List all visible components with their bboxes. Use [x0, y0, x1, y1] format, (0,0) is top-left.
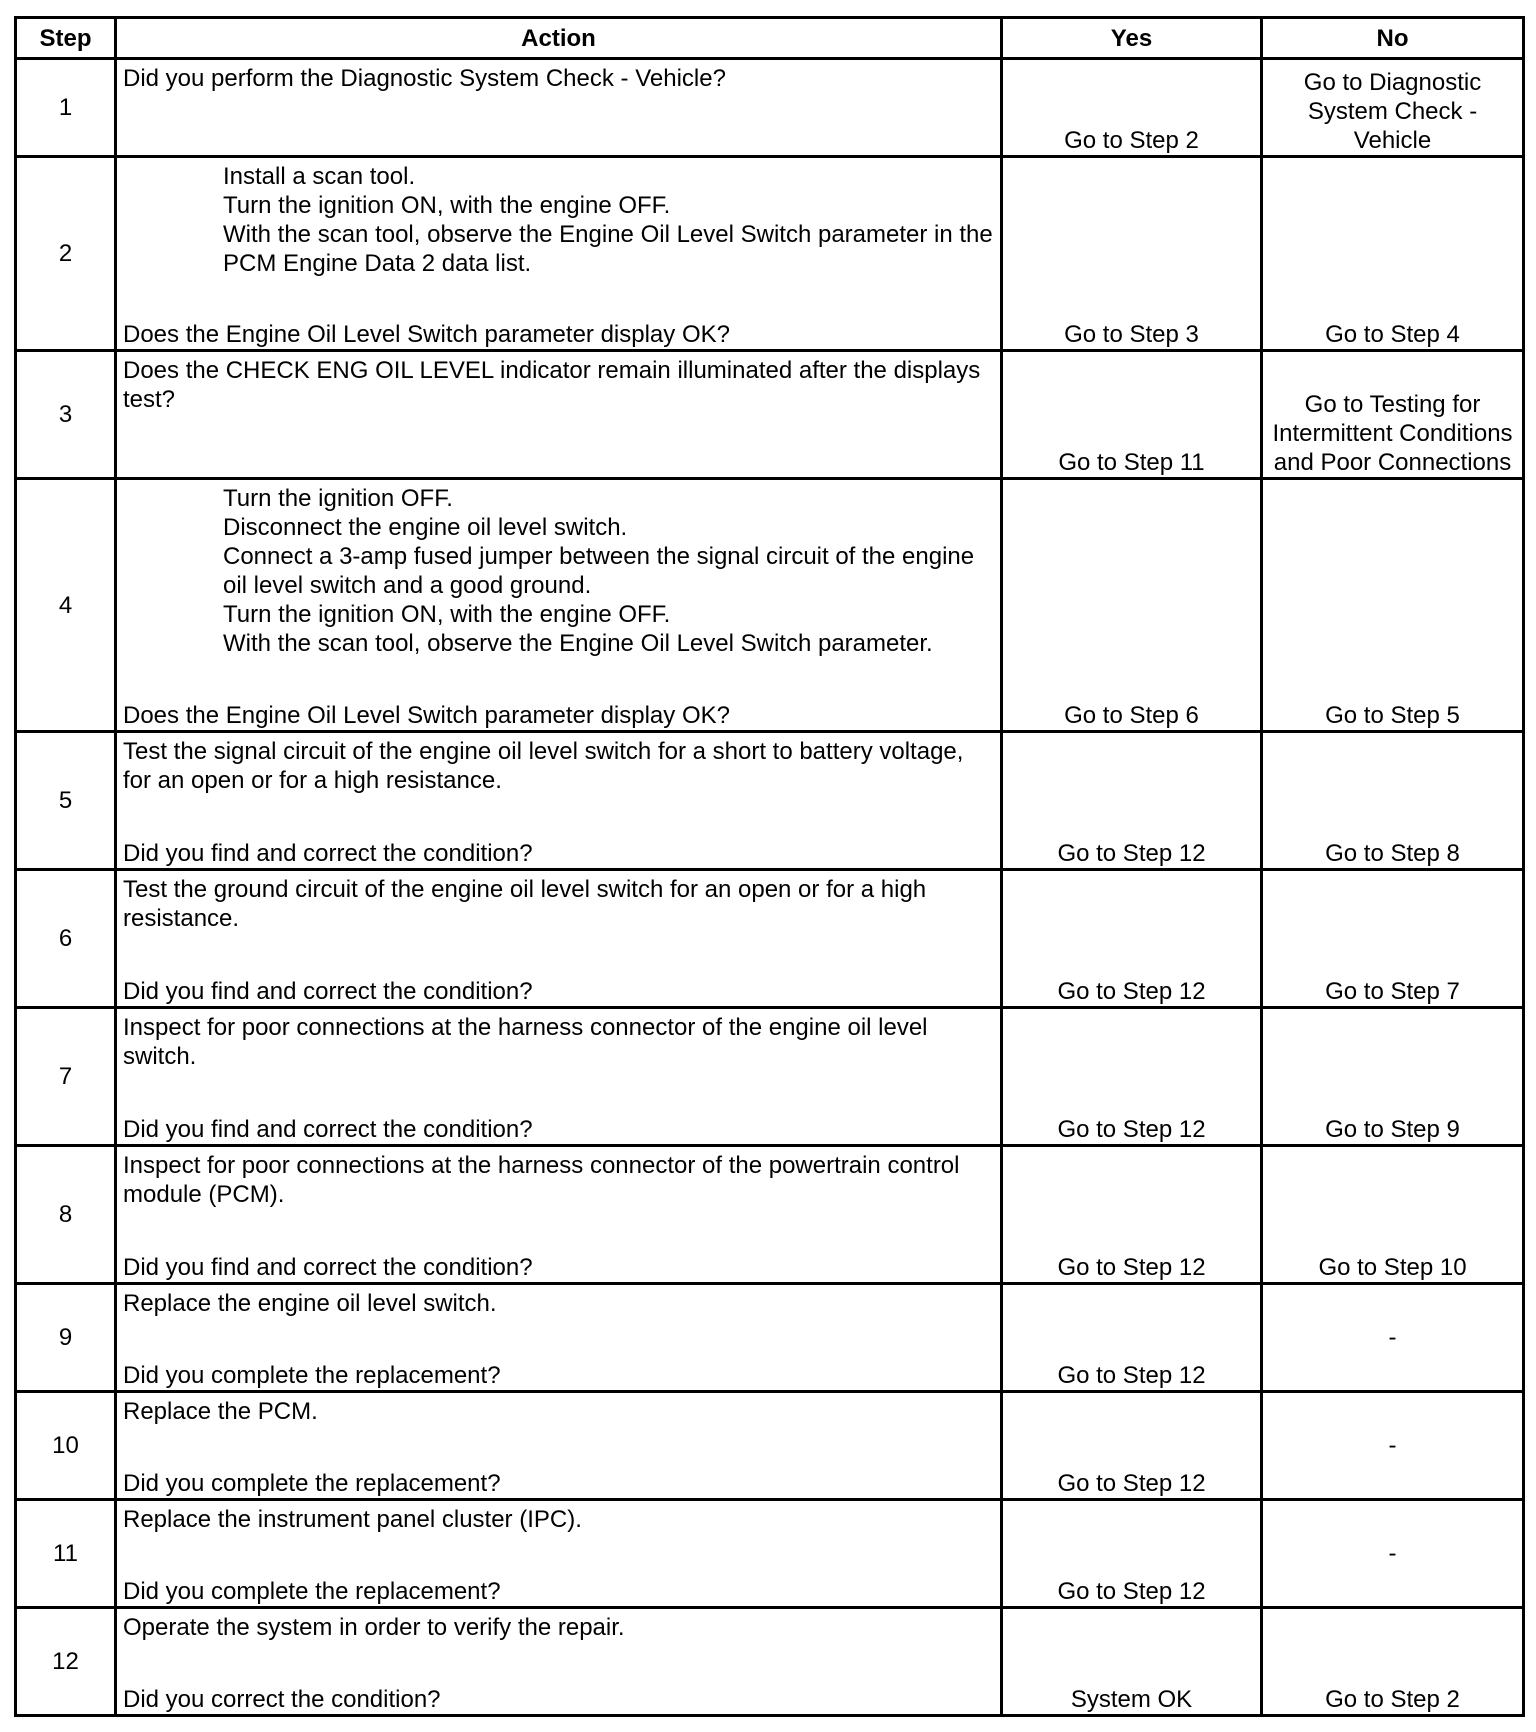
action-steps-list [123, 484, 994, 658]
action-question: Did you complete the replacement? [123, 1578, 501, 1605]
yes-result: Go to Step 12 [1002, 1284, 1262, 1392]
table-row [16, 1500, 1524, 1608]
no-result: Go to Step 5 [1262, 479, 1524, 732]
step-number: 8 [16, 1146, 116, 1284]
step-number: 4 [16, 479, 116, 732]
action-question: Did you correct the condition? [123, 1686, 441, 1713]
yes-result: Go to Step 3 [1002, 157, 1262, 351]
action-cell [116, 157, 1002, 351]
no-result: Go to Step 4 [1262, 157, 1524, 351]
action-question: Did you find and correct the condition? [123, 978, 533, 1005]
action-step-item: Turn the ignition OFF. [223, 485, 453, 512]
table-row [16, 1392, 1524, 1500]
header-yes: Yes [1002, 18, 1262, 59]
action-cell [116, 1284, 1002, 1392]
table-row [16, 1608, 1524, 1716]
table-row [16, 157, 1524, 351]
action-step-item: Turn the ignition ON, with the engine OFF. [223, 192, 671, 219]
action-cell [116, 351, 1002, 479]
action-step-item: Turn the ignition ON, with the engine OFF. [223, 601, 671, 628]
action-text: Replace the PCM. [123, 1398, 318, 1425]
no-result: Go to Step 8 [1262, 732, 1524, 870]
table-row [16, 59, 1524, 157]
action-cell [116, 1500, 1002, 1608]
action-cell [116, 1392, 1002, 1500]
no-result: - [1262, 1392, 1524, 1500]
action-cell [116, 870, 1002, 1008]
no-result: Go to Step 9 [1262, 1008, 1524, 1146]
yes-result: Go to Step 12 [1002, 732, 1262, 870]
action-cell [116, 1008, 1002, 1146]
step-number: 5 [16, 732, 116, 870]
action-text: Inspect for poor connections at the harness connector of the powertrain control module (PCM). [123, 1152, 960, 1208]
action-question: Did you find and correct the condition? [123, 1116, 533, 1143]
step-number: 3 [16, 351, 116, 479]
step-number: 12 [16, 1608, 116, 1716]
no-result: Go to Step 7 [1262, 870, 1524, 1008]
action-cell [116, 1608, 1002, 1716]
action-text: Replace the instrument panel cluster (IPC). [123, 1506, 582, 1533]
no-result: - [1262, 1284, 1524, 1392]
action-cell [116, 59, 1002, 157]
table-row [16, 351, 1524, 479]
yes-result: Go to Step 11 [1002, 351, 1262, 479]
action-question: Did you find and correct the condition? [123, 1254, 533, 1281]
step-number: 1 [16, 59, 116, 157]
action-step-item: Install a scan tool. [223, 163, 416, 190]
action-text: Inspect for poor connections at the harness connector of the engine oil level switch. [123, 1014, 928, 1070]
table-body [16, 59, 1524, 1716]
action-question: Does the Engine Oil Level Switch parameter display OK? [123, 702, 730, 729]
yes-result: System OK [1002, 1608, 1262, 1716]
header-step: Step [16, 18, 116, 59]
yes-result: Go to Step 12 [1002, 870, 1262, 1008]
action-text: Does the CHECK ENG OIL LEVEL indicator remain illuminated after the displays test? [123, 357, 981, 413]
action-cell [116, 1146, 1002, 1284]
action-question: Did you find and correct the condition? [123, 840, 533, 867]
action-question: Did you complete the replacement? [123, 1362, 501, 1389]
table-row [16, 479, 1524, 732]
yes-result: Go to Step 12 [1002, 1008, 1262, 1146]
action-step-item: With the scan tool, observe the Engine Oil Level Switch parameter in the PCM Engine Data 2 data list. [223, 221, 993, 277]
yes-result: Go to Step 12 [1002, 1146, 1262, 1284]
no-result: Go to Step 2 [1262, 1608, 1524, 1716]
diagnostic-table [14, 16, 1525, 1717]
action-text: Test the ground circuit of the engine oil level switch for an open or for a high resistance. [123, 876, 927, 932]
step-number: 10 [16, 1392, 116, 1500]
action-question: Does the Engine Oil Level Switch parameter display OK? [123, 321, 730, 348]
step-number: 2 [16, 157, 116, 351]
header-row [16, 18, 1524, 59]
action-cell [116, 732, 1002, 870]
no-result: - [1262, 1500, 1524, 1608]
table-row [16, 1008, 1524, 1146]
action-step-item: Connect a 3-amp fused jumper between the signal circuit of the engine oil level switch and a good ground. [223, 543, 975, 599]
no-result: Go to Testing for Intermittent Conditions and Poor Connections [1262, 351, 1524, 479]
action-text: Did you perform the Diagnostic System Check - Vehicle? [123, 65, 726, 92]
action-question: Did you complete the replacement? [123, 1470, 501, 1497]
yes-result: Go to Step 2 [1002, 59, 1262, 157]
action-text: Replace the engine oil level switch. [123, 1290, 497, 1317]
action-step-item: With the scan tool, observe the Engine Oil Level Switch parameter. [223, 630, 933, 657]
header-no: No [1262, 18, 1524, 59]
action-steps-list [123, 162, 994, 278]
yes-result: Go to Step 12 [1002, 1500, 1262, 1608]
table-row [16, 1284, 1524, 1392]
step-number: 9 [16, 1284, 116, 1392]
no-result: Go to Step 10 [1262, 1146, 1524, 1284]
no-result: Go to Diagnostic System Check - Vehicle [1262, 59, 1524, 157]
step-number: 7 [16, 1008, 116, 1146]
yes-result: Go to Step 12 [1002, 1392, 1262, 1500]
action-text: Operate the system in order to verify the repair. [123, 1614, 625, 1641]
header-action: Action [116, 18, 1002, 59]
table-row [16, 870, 1524, 1008]
table-row [16, 732, 1524, 870]
action-step-item: Disconnect the engine oil level switch. [223, 514, 628, 541]
action-text: Test the signal circuit of the engine oil level switch for a short to battery voltage, for an open or for a high resistance. [123, 738, 964, 794]
table-row [16, 1146, 1524, 1284]
step-number: 6 [16, 870, 116, 1008]
action-cell [116, 479, 1002, 732]
step-number: 11 [16, 1500, 116, 1608]
yes-result: Go to Step 6 [1002, 479, 1262, 732]
